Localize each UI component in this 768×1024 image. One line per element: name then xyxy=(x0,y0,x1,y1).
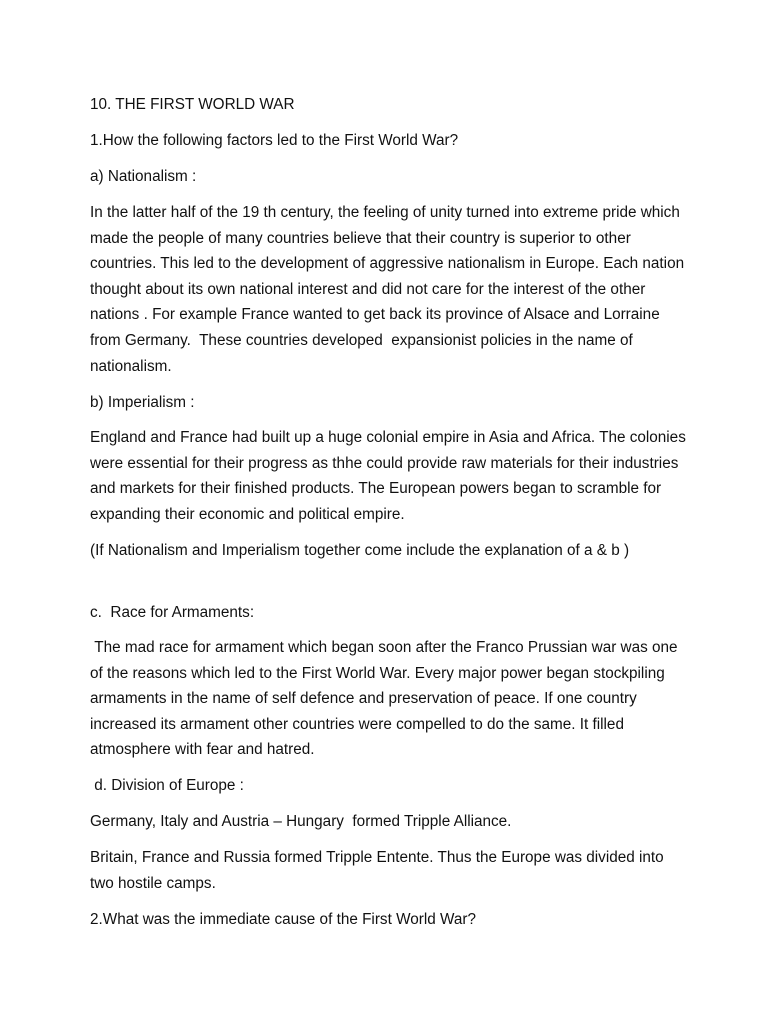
imperialism-heading: b) Imperialism : xyxy=(90,394,195,411)
imperialism-paragraph: England and France had built up a huge colonial empire in Asia and Africa. The colonies were essential for their progress as thhe could provide raw materials for their industries and markets for their finished products. The European powers began to scramble for expanding their economic and political empire. xyxy=(90,429,691,523)
armaments-heading: c. Race for Armaments: xyxy=(90,604,255,621)
armaments-paragraph: The mad race for armament which began soon after the Franco Prussian war was one of the reasons which led to the First World War. Every major power began stockpiling armaments in the name of self defence and preservation of peace. If one country increased its armament other countries were compelled to do the same. It filled atmosphere with fear and hatred. xyxy=(90,639,682,759)
division-line-1: Germany, Italy and Austria – Hungary formed Tripple Alliance. xyxy=(90,813,512,830)
imperialism-note: (If Nationalism and Imperialism together come include the explanation of a & b ) xyxy=(90,542,630,559)
question-1: 1.How the following factors led to the First World War? xyxy=(90,132,459,149)
division-line-2: Britain, France and Russia formed Tripple Entente. Thus the Europe was divided into two hostile camps. xyxy=(90,849,668,892)
chapter-title: 10. THE FIRST WORLD WAR xyxy=(90,96,295,113)
division-heading: d. Division of Europe : xyxy=(90,777,244,794)
question-2: 2.What was the immediate cause of the First World War? xyxy=(90,911,476,928)
nationalism-paragraph: In the latter half of the 19 th century, the feeling of unity turned into extreme pride which made the people of many countries believe that their country is superior to other countries. This led to the development of aggressive nationalism in Europe. Each nation thought about its own national interest and did not care for the interest of the other nations . For example France wanted to get back its province of Alsace and Lorraine from Germany. These countries developed expansionist policies in the name of nationalism. xyxy=(90,204,689,375)
nationalism-heading: a) Nationalism : xyxy=(90,168,197,185)
